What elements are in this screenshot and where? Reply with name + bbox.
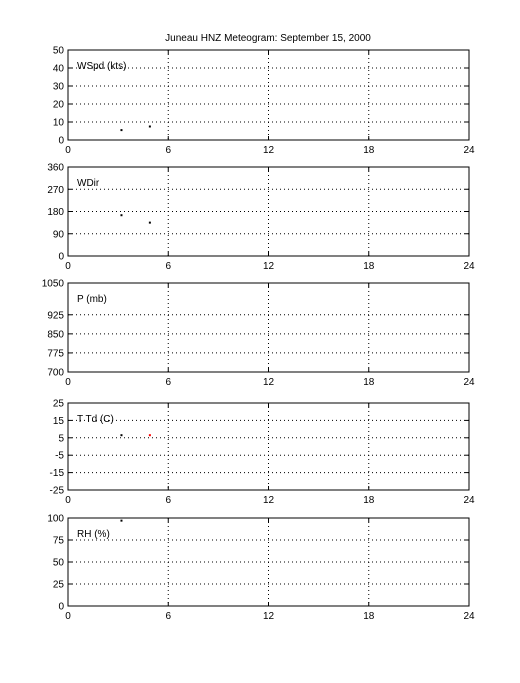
panel-4 [50,399,475,507]
y-tick-label: 50 [52,557,64,569]
grid [68,403,469,490]
panel-label: WSpd (kts) [77,61,127,72]
y-tick-label: -5 [55,450,64,462]
x-tick-label: 0 [65,261,71,272]
x-tick-label: 18 [363,145,375,156]
x-tick-label: 6 [165,261,172,272]
y-tick-label: 50 [52,45,64,57]
y-tick-label: -25 [49,485,64,497]
y-tick-label: 5 [58,433,64,445]
x-tick-label: 0 [65,377,71,388]
x-tick-label: 18 [363,611,375,622]
grid [68,283,469,372]
y-tick-label: 850 [47,329,64,341]
x-tick-label: 6 [165,377,172,388]
panel-3 [42,279,475,389]
y-tick-label: -15 [49,468,64,480]
y-tick-label: 25 [52,579,64,591]
x-tick-label: 0 [65,145,71,156]
x-tick-label: 24 [463,495,475,506]
x-tick-label: 12 [262,377,275,388]
x-tick-label: 6 [165,611,172,622]
panel-1 [53,46,475,157]
panel-label: P (mb) [77,294,107,305]
y-tick-label: 90 [52,229,64,241]
panel-label: RH (%) [77,529,110,540]
x-tick-label: 6 [165,495,172,506]
y-tick-label: 700 [47,367,64,379]
grid [68,167,469,256]
data-point [120,214,122,216]
x-tick-label: 24 [463,145,475,156]
y-tick-label: 100 [47,513,64,525]
y-tick-label: 40 [52,63,64,75]
axes-box [68,403,469,490]
panel-label: WDir [77,178,100,189]
panel-2 [47,163,475,273]
y-tick-label: 1050 [41,278,64,290]
x-tick-label: 12 [262,611,275,622]
x-tick-label: 12 [262,495,275,506]
x-tick-label: 6 [165,145,172,156]
grid [68,518,469,606]
panel-label: T Td (C) [77,414,114,425]
y-tick-label: 10 [52,117,64,129]
x-tick-label: 0 [65,611,71,622]
x-tick-label: 12 [262,261,275,272]
y-tick-label: 20 [52,99,64,111]
x-tick-label: 24 [463,261,475,272]
x-tick-label: 12 [262,145,275,156]
x-tick-label: 24 [463,611,475,622]
y-tick-label: 180 [47,207,64,218]
y-tick-label: 75 [52,535,64,547]
x-tick-label: 18 [363,261,375,272]
grid [68,50,469,140]
x-tick-label: 24 [463,377,475,388]
y-tick-label: 360 [47,162,64,174]
y-tick-label: 30 [52,81,64,93]
y-tick-label: 0 [58,135,64,147]
x-tick-label: 18 [363,377,375,388]
panel-5 [47,514,475,623]
y-tick-label: 925 [47,310,64,322]
data-point [149,126,151,128]
data-point [149,222,151,224]
y-tick-label: 0 [58,251,64,263]
y-tick-label: 775 [47,348,64,360]
y-tick-label: 25 [52,398,64,410]
x-tick-label: 18 [363,495,375,506]
figure-title: Juneau HNZ Meteogram: September 15, 2000 [165,33,371,44]
data-point [120,520,122,522]
x-tick-label: 0 [65,495,71,506]
data-point [149,434,151,436]
y-tick-label: 270 [47,184,64,196]
data-point [120,434,122,436]
data-point [120,129,122,131]
y-tick-label: 15 [52,415,64,427]
panels [42,46,475,623]
y-tick-label: 0 [58,601,64,613]
